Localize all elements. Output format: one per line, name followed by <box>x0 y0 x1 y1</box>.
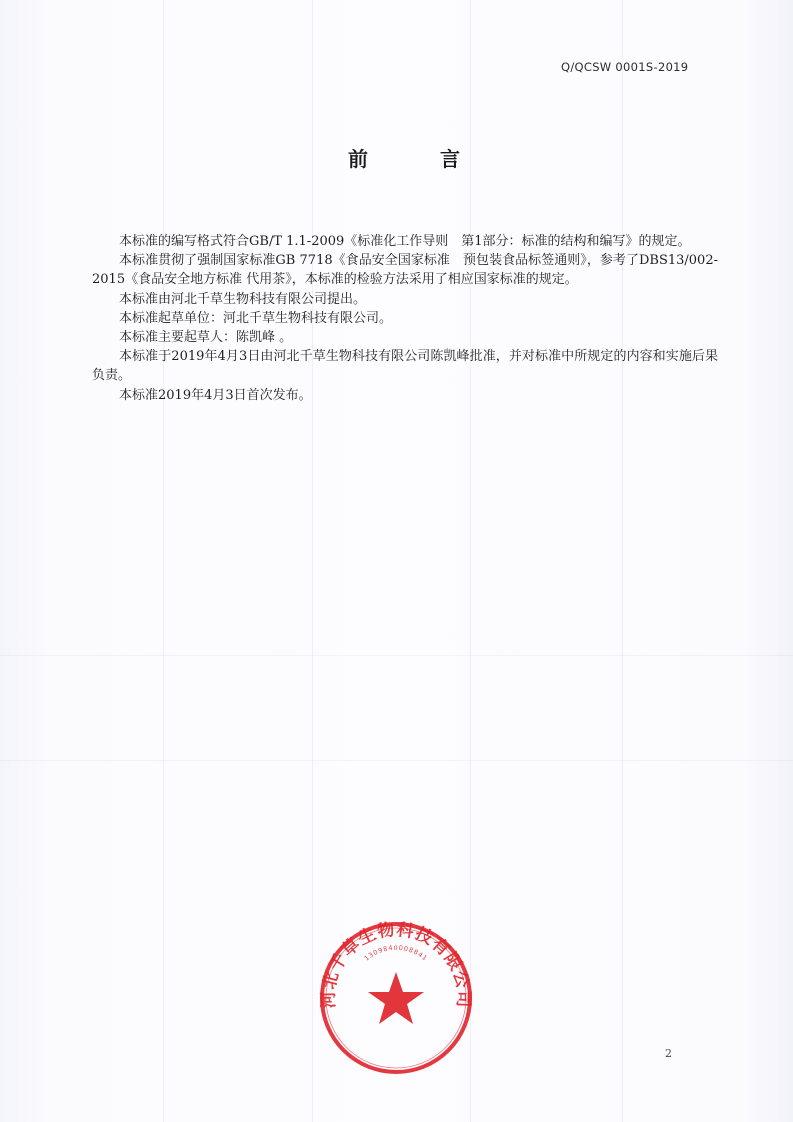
company-seal <box>318 920 474 1076</box>
scan-fold-line <box>312 0 313 1122</box>
seal-code: 1309840008841 <box>362 943 430 963</box>
scan-fold-line <box>163 0 164 1122</box>
paragraph-references: 本标准贯彻了强制国家标准GB 7718《食品安全国家标准 预包装食品标签通则》，参考了DBS13/002-2015《食品安全地方标准 代用茶》，本标准的检验方法采用了相应国家标准的规定。 <box>92 253 718 288</box>
paragraph-proposer: 本标准由河北千草生物科技有限公司提出。 <box>119 291 367 307</box>
paragraph-drafter: 本标准主要起草人：陈凯峰 。 <box>119 330 293 346</box>
scan-fold-line <box>622 0 623 1122</box>
seal-star-icon <box>368 972 424 1024</box>
seal-company-name: 河北千草生物科技有限公司 <box>318 920 474 1009</box>
title-char: 前 <box>348 147 368 171</box>
scan-fold-line <box>0 655 793 656</box>
seal-graphic <box>318 920 474 1076</box>
page-number: 2 <box>665 1047 672 1060</box>
standard-code: Q/QCSW 0001S-2019 <box>561 60 689 74</box>
paragraph-format: 本标准的编写格式符合GB/T 1.1-2009《标准化工作导则 第1部分：标准的结构和编写》的规定。 <box>119 234 691 249</box>
scan-fold-line <box>0 760 793 761</box>
title-char: 言 <box>440 147 460 171</box>
page-title <box>348 143 460 172</box>
paragraph-release: 本标准2019年4月3日首次发布。 <box>119 387 312 403</box>
paragraph-drafting-unit: 本标准起草单位：河北千草生物科技有限公司。 <box>119 310 393 326</box>
paragraph-approval: 本标准于2019年4月3日由河北千草生物科技有限公司陈凯峰批准，并对标准中所规定的内容和实施后果负责。 <box>92 349 718 384</box>
foreword-body <box>92 232 718 405</box>
